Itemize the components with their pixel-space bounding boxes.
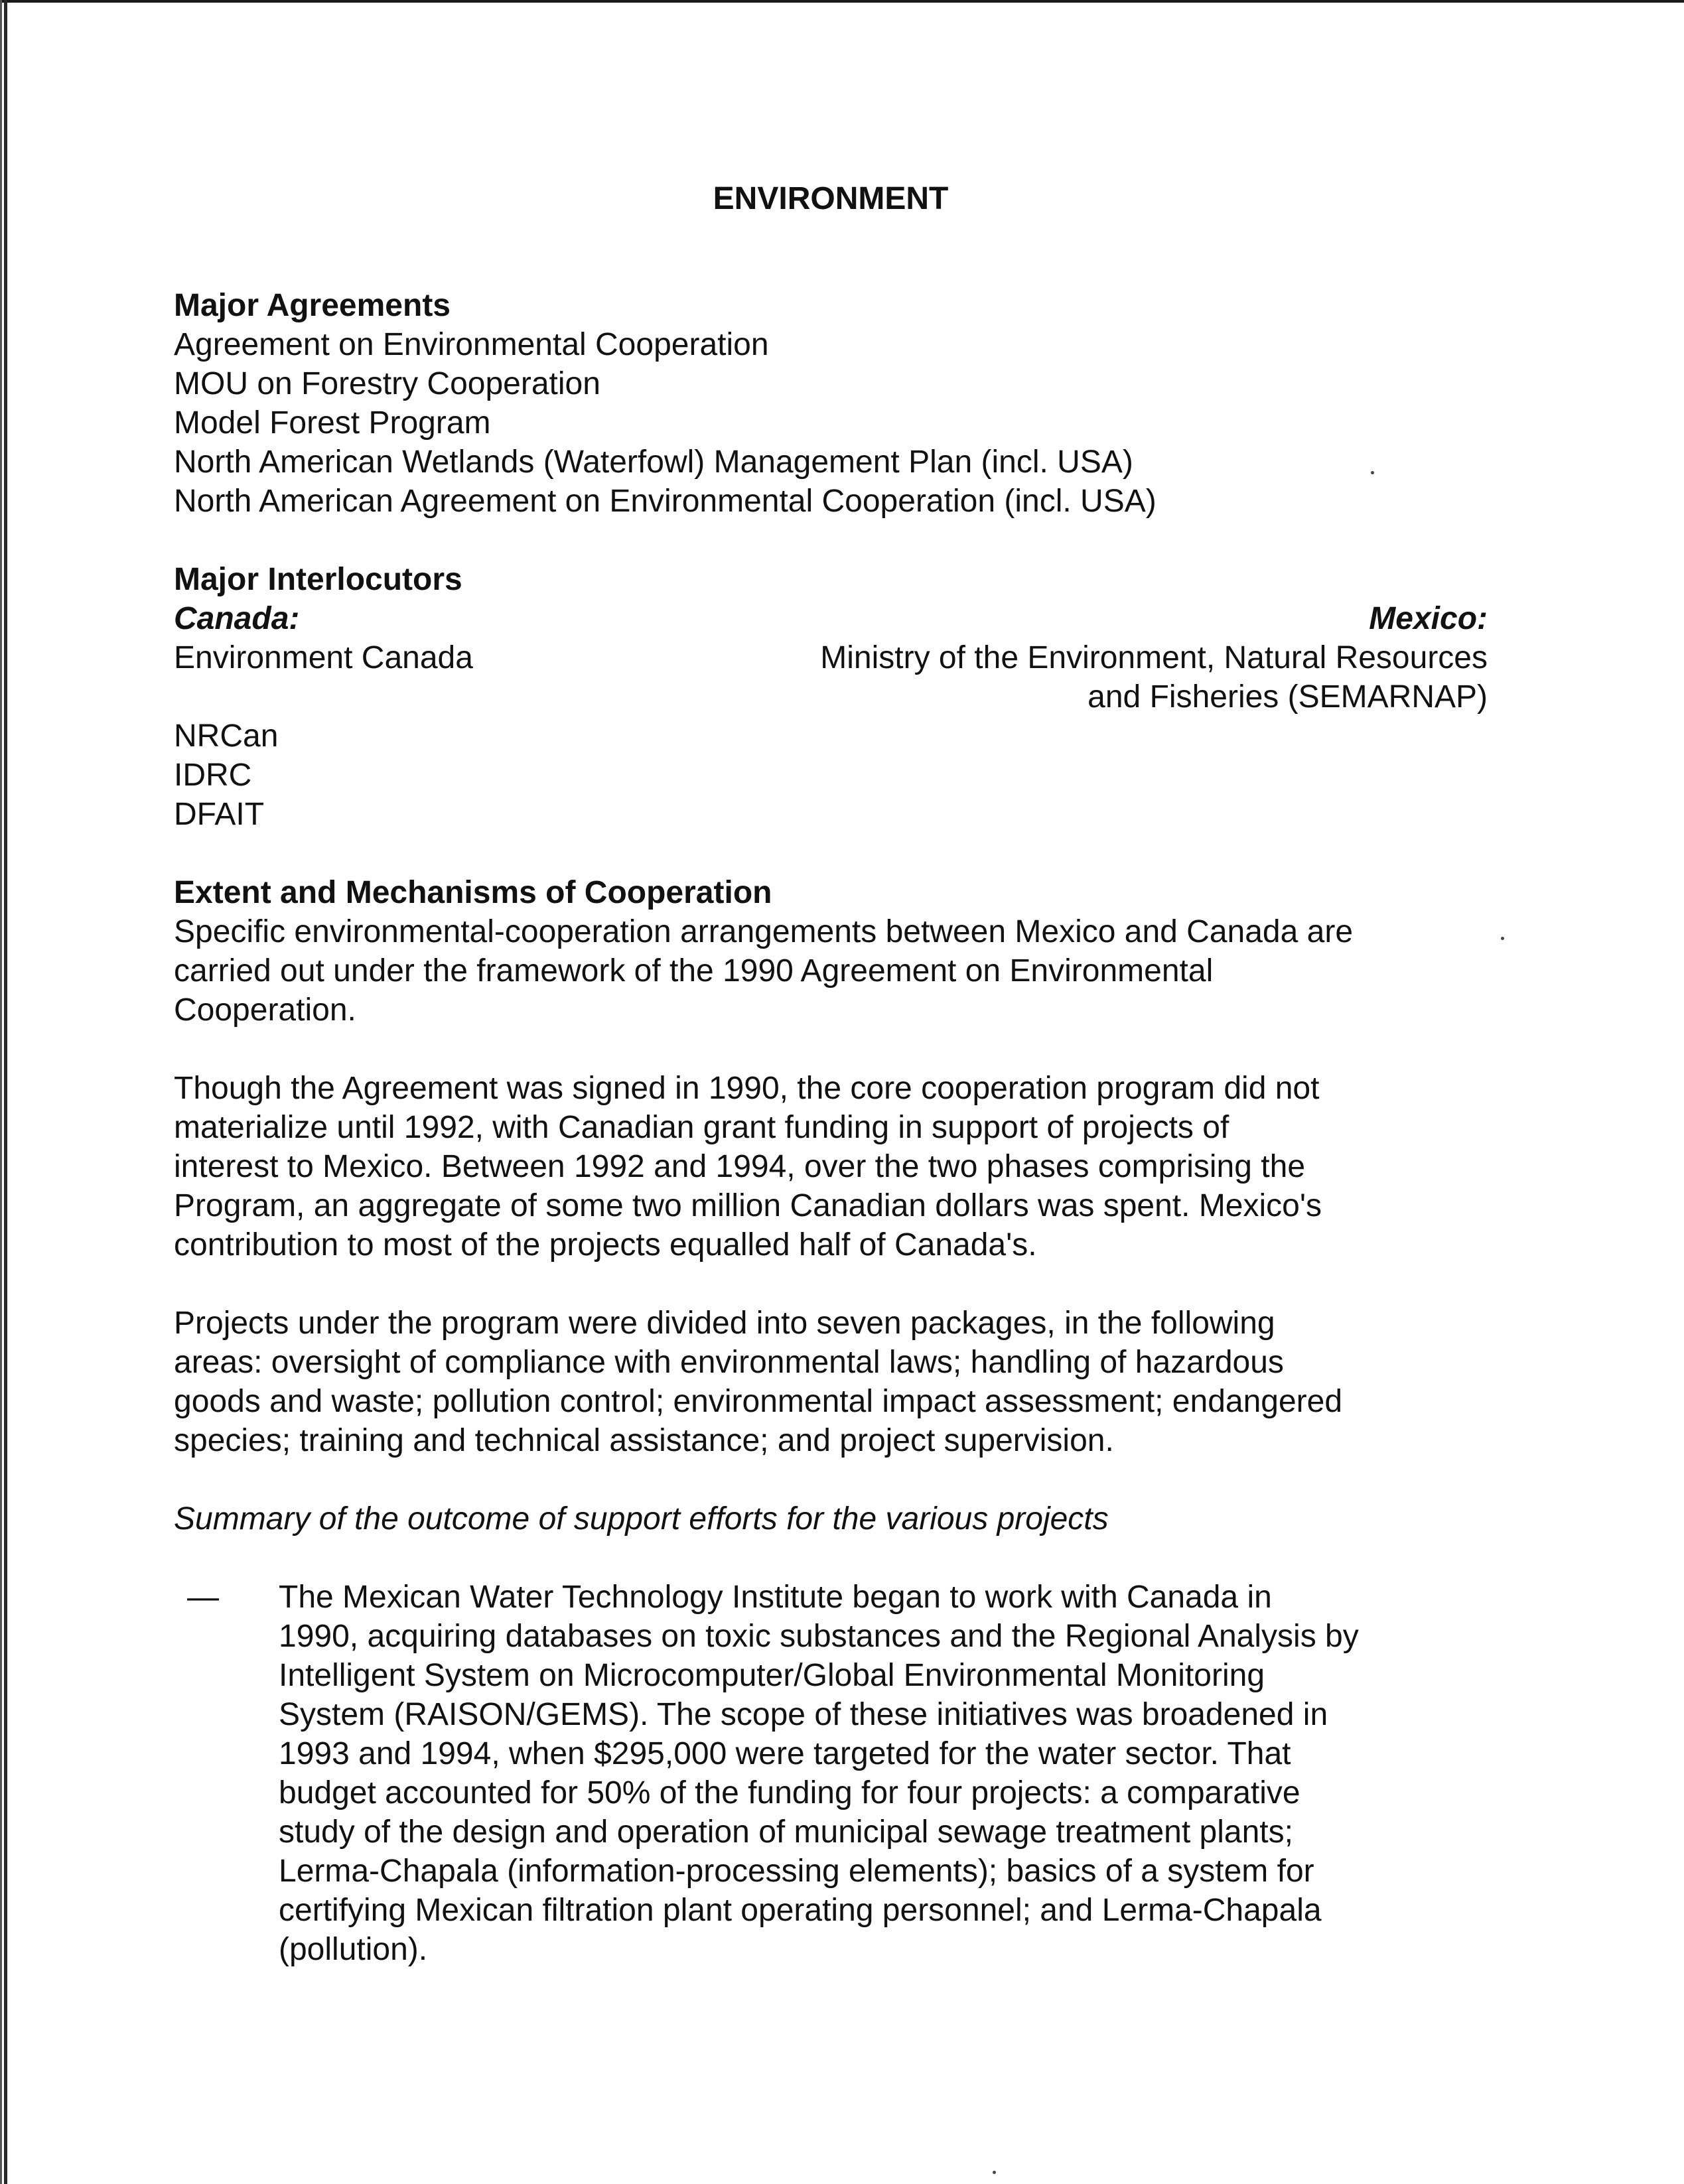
scan-left-edge-outer bbox=[0, 0, 2, 2184]
summary-bullet-item bbox=[174, 1578, 1488, 1969]
canada-interlocutor: Environment Canada bbox=[174, 640, 473, 675]
major-agreements-section bbox=[174, 286, 1488, 521]
major-interlocutors-section bbox=[174, 560, 1488, 834]
paragraph-line: materialize until 1992, with Canadian grant funding in support of projects of bbox=[174, 1110, 1229, 1145]
major-agreements-heading: Major Agreements bbox=[174, 288, 451, 323]
paragraph-line: Program, an aggregate of some two million Canadian dollars was spent. Mexico's bbox=[174, 1188, 1322, 1223]
mexico-label: Mexico: bbox=[1369, 601, 1488, 636]
bullet-line: Lerma-Chapala (information-processing elements); basics of a system for bbox=[279, 1854, 1314, 1889]
cooperation-section bbox=[174, 873, 1488, 1969]
bullet-line: 1990, acquiring databases on toxic substances and the Regional Analysis by bbox=[279, 1619, 1359, 1654]
canada-interlocutor: IDRC bbox=[174, 758, 252, 793]
paragraph-line: carried out under the framework of the 1990 Agreement on Environmental bbox=[174, 953, 1214, 989]
cooperation-paragraph-2 bbox=[174, 1069, 1488, 1264]
bullet-dash: — bbox=[187, 1580, 219, 1615]
scan-top-edge bbox=[0, 0, 1684, 3]
bullet-line: The Mexican Water Technology Institute began to work with Canada in bbox=[279, 1580, 1272, 1615]
canada-label: Canada: bbox=[174, 601, 300, 636]
paragraph-line: Projects under the program were divided into seven packages, in the following bbox=[174, 1306, 1275, 1341]
paragraph-line: Though the Agreement was signed in 1990, the core cooperation program did not bbox=[174, 1071, 1320, 1106]
cooperation-paragraph-1 bbox=[174, 912, 1488, 1030]
interlocutors-columns bbox=[174, 599, 1488, 717]
agreement-item: Agreement on Environmental Cooperation bbox=[174, 327, 769, 362]
summary-heading: Summary of the outcome of support efforts for the various projects bbox=[174, 1501, 1109, 1536]
scan-left-edge bbox=[4, 0, 7, 2184]
bullet-line: (pollution). bbox=[279, 1932, 428, 1967]
canada-interlocutor: DFAIT bbox=[174, 797, 265, 832]
paragraph-line: goods and waste; pollution control; environmental impact assessment; endangered bbox=[174, 1384, 1343, 1419]
agreement-item: North American Wetlands (Waterfowl) Management Plan (incl. USA) bbox=[174, 444, 1133, 480]
paragraph-line: Cooperation. bbox=[174, 992, 356, 1028]
bullet-line: Intelligent System on Microcomputer/Global Environmental Monitoring bbox=[279, 1658, 1265, 1693]
paragraph-line: species; training and technical assistance; and project supervision. bbox=[174, 1423, 1114, 1458]
bullet-line: System (RAISON/GEMS). The scope of these initiatives was broadened in bbox=[279, 1697, 1328, 1732]
page-title-text: ENVIRONMENT bbox=[713, 181, 949, 216]
canada-interlocutor: NRCan bbox=[174, 718, 279, 754]
cooperation-heading: Extent and Mechanisms of Cooperation bbox=[174, 875, 772, 910]
bullet-line: budget accounted for 50% of the funding for four projects: a comparative bbox=[279, 1775, 1300, 1810]
cooperation-paragraph-3 bbox=[174, 1304, 1488, 1460]
bullet-line: certifying Mexican filtration plant operating personnel; and Lerma-Chapala bbox=[279, 1893, 1322, 1928]
page-title bbox=[174, 179, 1488, 218]
scan-speck bbox=[993, 2171, 996, 2174]
scan-speck bbox=[1501, 937, 1504, 940]
paragraph-line: areas: oversight of compliance with environmental laws; handling of hazardous bbox=[174, 1345, 1284, 1380]
paragraph-line: Specific environmental-cooperation arrangements between Mexico and Canada are bbox=[174, 914, 1354, 949]
agreement-item: North American Agreement on Environmental Cooperation (incl. USA) bbox=[174, 484, 1157, 519]
paragraph-line: contribution to most of the projects equalled half of Canada's. bbox=[174, 1227, 1037, 1263]
canada-column bbox=[174, 599, 473, 677]
mexico-interlocutor-line: and Fisheries (SEMARNAP) bbox=[1088, 679, 1488, 715]
agreement-item: Model Forest Program bbox=[174, 405, 491, 441]
document-page bbox=[174, 179, 1488, 1969]
bullet-line: study of the design and operation of municipal sewage treatment plants; bbox=[279, 1814, 1293, 1850]
major-interlocutors-heading: Major Interlocutors bbox=[174, 562, 462, 597]
mexico-interlocutor-line: Ministry of the Environment, Natural Resources bbox=[820, 640, 1488, 675]
mexico-column bbox=[820, 599, 1488, 717]
paragraph-line: interest to Mexico. Between 1992 and 1994, over the two phases comprising the bbox=[174, 1149, 1306, 1184]
agreement-item: MOU on Forestry Cooperation bbox=[174, 366, 600, 401]
bullet-line: 1993 and 1994, when $295,000 were targeted for the water sector. That bbox=[279, 1736, 1291, 1771]
